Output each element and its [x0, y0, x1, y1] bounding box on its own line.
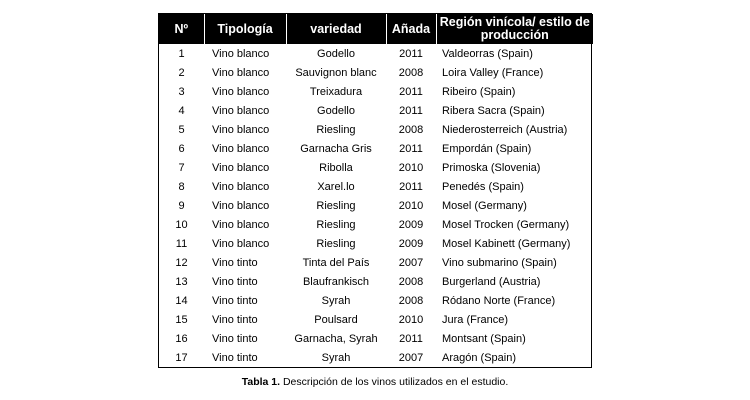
cell-tipologia: Vino tinto [212, 332, 258, 345]
cell-anada: 2009 [398, 218, 424, 231]
table-row [159, 329, 593, 348]
cell-anada: 2008 [398, 275, 424, 288]
cell-tipologia: Vino blanco [212, 161, 270, 174]
cell-tipologia: Vino tinto [212, 294, 258, 307]
cell-anada: 2007 [398, 351, 424, 364]
cell-variedad: Xarel.lo [317, 180, 355, 193]
cell-variedad: Syrah [321, 351, 351, 364]
cell-num: 10 [175, 218, 188, 231]
cell-anada: 2011 [399, 104, 423, 117]
cell-tipologia: Vino blanco [212, 104, 270, 117]
cell-anada: 2007 [398, 256, 424, 269]
caption-text: Descripción de los vinos utilizados en el estudio. [280, 376, 509, 388]
header-anada: Añada [386, 14, 436, 44]
cell-variedad: Riesling [316, 237, 356, 250]
header-row [159, 14, 593, 44]
cell-num: 3 [178, 85, 185, 98]
cell-tipologia: Vino blanco [212, 85, 270, 98]
cell-variedad: Godello [317, 47, 355, 60]
cell-tipologia: Vino tinto [212, 313, 258, 326]
table-row [159, 82, 593, 101]
cell-anada: 2010 [398, 199, 424, 212]
cell-variedad: Ribolla [319, 161, 353, 174]
table-row [159, 253, 593, 272]
cell-region: Mosel Kabinett (Germany) [442, 237, 571, 250]
cell-num: 4 [178, 104, 185, 117]
cell-num: 7 [178, 161, 185, 174]
cell-variedad: Riesling [316, 123, 356, 136]
table-row [159, 101, 593, 120]
cell-tipologia: Vino blanco [212, 142, 270, 155]
header-tipologia: Tipología [204, 14, 286, 44]
wine-table-grid [159, 14, 593, 367]
table-row [159, 139, 593, 158]
table-body [159, 44, 593, 367]
caption-label: Tabla 1. [241, 376, 281, 388]
cell-tipologia: Vino blanco [212, 66, 270, 79]
cell-num: 17 [175, 351, 188, 364]
cell-variedad: Tinta del País [302, 256, 370, 269]
header-region: Región vinícola/ estilo de producción [436, 14, 593, 44]
cell-num: 15 [175, 313, 188, 326]
table-row [159, 44, 593, 63]
cell-variedad: Sauvignon blanc [295, 66, 377, 79]
cell-region: Burgerland (Austria) [442, 275, 541, 288]
header-variedad: variedad [286, 14, 386, 44]
cell-anada: 2011 [399, 332, 423, 345]
cell-region: Penedés (Spain) [442, 180, 524, 193]
cell-anada: 2009 [398, 237, 424, 250]
cell-anada: 2008 [398, 123, 424, 136]
cell-tipologia: Vino tinto [212, 351, 258, 364]
cell-region: Loira Valley (France) [442, 66, 544, 79]
cell-num: 14 [175, 294, 188, 307]
cell-region: Primoska (Slovenia) [442, 161, 541, 174]
cell-region: Ribera Sacra (Spain) [442, 104, 545, 117]
cell-region: Mosel (Germany) [442, 199, 527, 212]
cell-anada: 2011 [399, 85, 423, 98]
table-caption [0, 376, 750, 388]
cell-variedad: Godello [317, 104, 355, 117]
cell-tipologia: Vino blanco [212, 218, 270, 231]
wine-table [158, 13, 592, 368]
cell-region: Montsant (Spain) [442, 332, 526, 345]
cell-variedad: Poulsard [314, 313, 358, 326]
cell-region: Jura (France) [442, 313, 509, 326]
cell-region: Ródano Norte (France) [442, 294, 556, 307]
cell-tipologia: Vino blanco [212, 199, 270, 212]
cell-num: 1 [178, 47, 185, 60]
cell-num: 9 [178, 199, 185, 212]
cell-tipologia: Vino blanco [212, 47, 270, 60]
cell-region: Valdeorras (Spain) [442, 47, 533, 60]
cell-region: Ribeiro (Spain) [442, 85, 516, 98]
table-row [159, 215, 593, 234]
cell-anada: 2008 [398, 66, 424, 79]
cell-variedad: Garnacha, Syrah [294, 332, 378, 345]
cell-anada: 2008 [398, 294, 424, 307]
cell-num: 5 [178, 123, 185, 136]
cell-region: Aragón (Spain) [442, 351, 516, 364]
cell-variedad: Riesling [316, 218, 356, 231]
cell-num: 12 [175, 256, 188, 269]
cell-num: 8 [178, 180, 185, 193]
cell-num: 16 [175, 332, 188, 345]
cell-num: 11 [175, 237, 188, 250]
cell-tipologia: Vino blanco [212, 180, 270, 193]
cell-tipologia: Vino tinto [212, 275, 258, 288]
cell-variedad: Blaufrankisch [302, 275, 370, 288]
cell-num: 6 [178, 142, 185, 155]
table-row [159, 272, 593, 291]
table-row [159, 158, 593, 177]
cell-variedad: Riesling [316, 199, 356, 212]
table-row [159, 63, 593, 82]
cell-tipologia: Vino blanco [212, 123, 270, 136]
cell-anada: 2011 [399, 180, 423, 193]
table-row [159, 291, 593, 310]
header-num: Nº [159, 14, 204, 44]
cell-region: Vino submarino (Spain) [442, 256, 557, 269]
table-row [159, 348, 593, 367]
table-header [159, 14, 593, 44]
cell-variedad: Garnacha Gris [300, 142, 372, 155]
cell-variedad: Syrah [321, 294, 351, 307]
cell-region: Mosel Trocken (Germany) [442, 218, 570, 231]
cell-tipologia: Vino blanco [212, 237, 270, 250]
cell-tipologia: Vino tinto [212, 256, 258, 269]
cell-region: Empordán (Spain) [442, 142, 532, 155]
table-row [159, 234, 593, 253]
cell-anada: 2010 [398, 161, 424, 174]
cell-variedad: Treixadura [309, 85, 363, 98]
cell-num: 13 [175, 275, 188, 288]
table-row [159, 310, 593, 329]
table-row [159, 120, 593, 139]
cell-anada: 2011 [399, 47, 423, 60]
table-row [159, 196, 593, 215]
cell-anada: 2011 [399, 142, 423, 155]
table-row [159, 177, 593, 196]
cell-num: 2 [178, 66, 185, 79]
cell-anada: 2010 [398, 313, 424, 326]
cell-region: Niederosterreich (Austria) [442, 123, 568, 136]
